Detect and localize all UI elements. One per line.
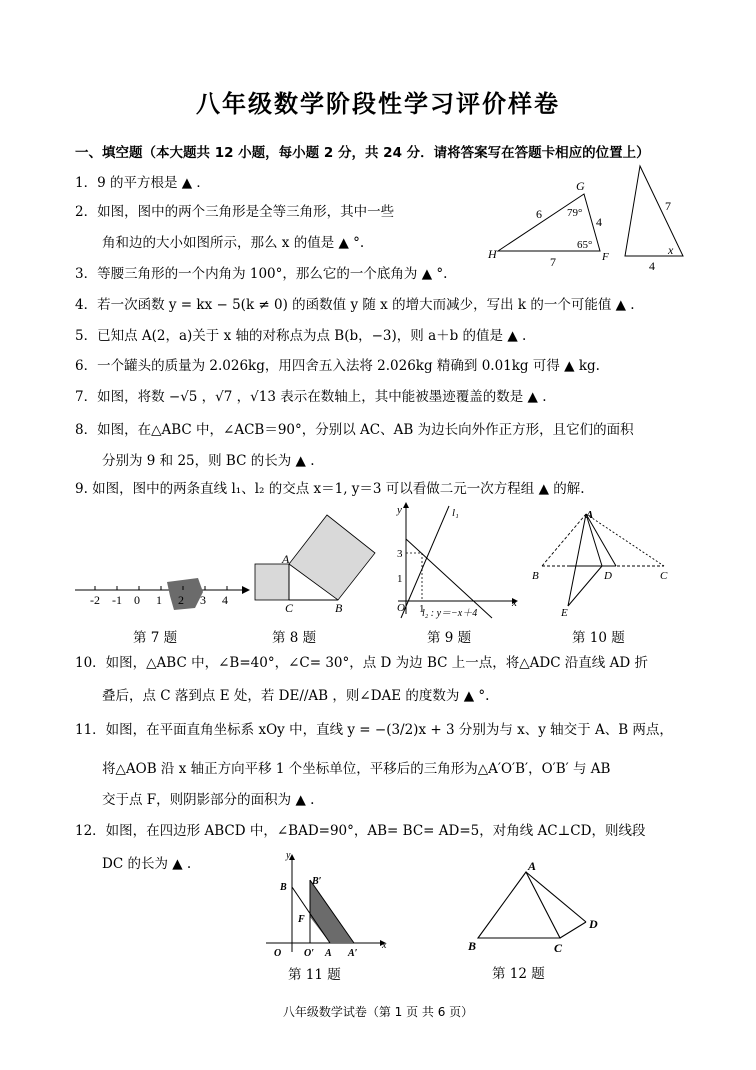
label-c: C — [285, 601, 294, 615]
label-side-6: 6 — [536, 207, 542, 221]
ink-blot — [167, 578, 203, 610]
label-side-7-bottom: 7 — [550, 255, 556, 269]
tick-1-y: 1 — [397, 573, 403, 585]
label-a: A — [325, 948, 332, 959]
tick-label: 2 — [178, 593, 184, 607]
label-g: G — [576, 179, 585, 193]
question-11-line2: 将△AOB 沿 x 轴正方向平移 1 个坐标单位，平移后的三角形为△A′O′B′，O′B′ 与 AB — [102, 761, 611, 777]
question-2-line1: 2．如图，图中的两个三角形是全等三角形，其中一些 — [75, 204, 395, 220]
label-c: C — [554, 941, 563, 955]
number-line-arrow — [242, 586, 250, 594]
triangle-abc — [478, 872, 560, 938]
label-side-7-right: 7 — [665, 199, 671, 213]
tick-1-x: 1 — [419, 603, 425, 615]
figure-7-number-line — [70, 570, 250, 620]
figure-12 — [464, 856, 614, 956]
question-10-line2: 叠后，点 C 落到点 E 处，若 DE//AB ，则∠DAE 的度数为 ▲ °. — [102, 688, 490, 704]
page-footer: 八年级数学试卷（第 1 页 共 6 页） — [282, 1005, 474, 1019]
figure-2 — [488, 164, 698, 274]
number-line-ticks — [90, 586, 228, 607]
label-x: x — [382, 940, 387, 951]
question-1: 1．9 的平方根是 ▲ ． — [75, 175, 210, 191]
question-7: 7．如图，将数 −√5 ，√7 ，√13 表示在数轴上，其中能被墨迹覆盖的数是 ▲ . — [75, 389, 547, 405]
segment-ad — [586, 514, 602, 566]
question-9: 9. 如图，图中的两条直线 l₁、l₂ 的交点 x＝1, y＝3 可以看做二元一次方程组 ▲ 的解. — [75, 481, 585, 497]
question-6: 6．一个罐头的质量为 2.026kg，用四舍五入法将 2.026kg 精确到 0.01kg 可得 ▲ kg. — [75, 358, 600, 374]
question-12-line1: 12．如图，在四边形 ABCD 中，∠BAD=90°，AB= BC= AD=5，对角线 AC⊥CD，则线段 — [75, 823, 646, 839]
tick-3: 3 — [397, 548, 403, 560]
caption-fig12: 第 12 题 — [492, 966, 545, 982]
label-o-prime: O′ — [304, 948, 315, 959]
label-f: F — [602, 251, 609, 263]
caption-fig9: 第 9 题 — [427, 630, 472, 646]
tick-label: 0 — [134, 593, 140, 607]
question-2-line2: 角和边的大小如图所示，那么 x 的值是 ▲ °. — [102, 235, 365, 251]
label-f: F — [298, 914, 305, 925]
square-ab — [289, 515, 375, 600]
tick-label: 3 — [200, 593, 206, 607]
label-e: E — [561, 607, 568, 619]
question-12-line2: DC 的长为 ▲ . — [102, 856, 192, 872]
label-o: O — [274, 948, 282, 959]
label-a: A — [282, 552, 290, 566]
question-8-line2: 分别为 9 和 25，则 BC 的长为 ▲ . — [102, 453, 315, 469]
label-l1: l₁ — [452, 507, 459, 519]
question-5: 5．已知点 A(2，a)关于 x 轴的对称点为点 B(b，−3)，则 a＋b 的值是 ▲ . — [75, 328, 527, 344]
label-c: C — [660, 570, 668, 582]
figure-10 — [528, 506, 678, 618]
question-11-line1: 11．如图，在平面直角坐标系 xOy 中，直线 y = −(3/2)x + 3 分别为与 x、y 轴交于 A、B 两点， — [75, 722, 673, 738]
label-a: A — [586, 509, 594, 521]
question-8-line1: 8．如图，在△ABC 中，∠ACB＝90°，分别以 AC、AB 为边长向外作正方形，且它们的面积 — [75, 422, 634, 438]
tick-label: 4 — [222, 593, 228, 607]
label-o: O — [397, 602, 405, 614]
label-b: B — [335, 601, 343, 615]
label-h: H — [488, 247, 497, 261]
figure-9 — [392, 502, 524, 622]
label-angle-79: 79° — [567, 207, 583, 219]
tick-label: -2 — [90, 593, 100, 607]
tick-label: -1 — [112, 593, 122, 607]
segment-ae — [568, 514, 586, 606]
question-10-line1: 10．如图，△ABC 中，∠B=40°，∠C= 30°，点 D 为边 BC 上一点，将△ADC 沿直线 AD 折 — [75, 655, 648, 671]
label-a-prime: A′ — [348, 948, 358, 959]
segment-cd — [560, 922, 586, 938]
caption-fig11: 第 11 题 — [288, 967, 341, 983]
section-heading: 一、填空题（本大题共 12 小题，每小题 2 分，共 24 分．请将答案写在答题卡相应的位置上） — [75, 145, 650, 161]
segment-ad — [526, 872, 586, 922]
label-a: A — [528, 859, 537, 873]
question-11-line3: 交于点 F，则阴影部分的面积为 ▲ . — [102, 792, 315, 808]
tick-label: 1 — [156, 593, 162, 607]
label-d: D — [589, 917, 598, 931]
figure-11 — [262, 852, 392, 962]
caption-fig7: 第 7 题 — [133, 630, 178, 646]
label-y: y — [397, 504, 402, 516]
label-l2: l₂ : y＝−x＋4 — [422, 608, 478, 619]
question-3: 3．等腰三角形的一个内角为 100°，那么它的一个底角为 ▲ °. — [75, 266, 448, 282]
caption-fig10: 第 10 题 — [572, 630, 625, 646]
label-b: B — [280, 882, 287, 893]
label-x: x — [512, 597, 517, 609]
page-title: 八年级数学阶段性学习评价样卷 — [196, 90, 560, 118]
label-b: B — [468, 939, 477, 953]
triangle-right — [625, 166, 683, 256]
label-b-prime: B′ — [312, 876, 322, 887]
label-y: y — [286, 850, 291, 861]
label-side-4: 4 — [596, 215, 602, 229]
segment-ac — [586, 514, 664, 566]
label-d: D — [604, 570, 612, 582]
segment-fold — [586, 514, 616, 566]
label-b: B — [532, 570, 539, 582]
segment-de — [568, 566, 602, 606]
y-axis-arrow — [403, 502, 409, 508]
square-ac — [255, 564, 289, 600]
segment-ab — [542, 514, 586, 566]
question-4: 4．若一次函数 y = kx − 5(k ≠ 0) 的函数值 y 随 x 的增大而减少，写出 k 的一个可能值 ▲ . — [75, 297, 635, 313]
figure-8 — [250, 510, 380, 620]
label-side-4-right: 4 — [649, 259, 655, 273]
caption-fig8: 第 8 题 — [272, 630, 317, 646]
label-x: x — [668, 243, 674, 257]
label-angle-65: 65° — [577, 239, 593, 251]
